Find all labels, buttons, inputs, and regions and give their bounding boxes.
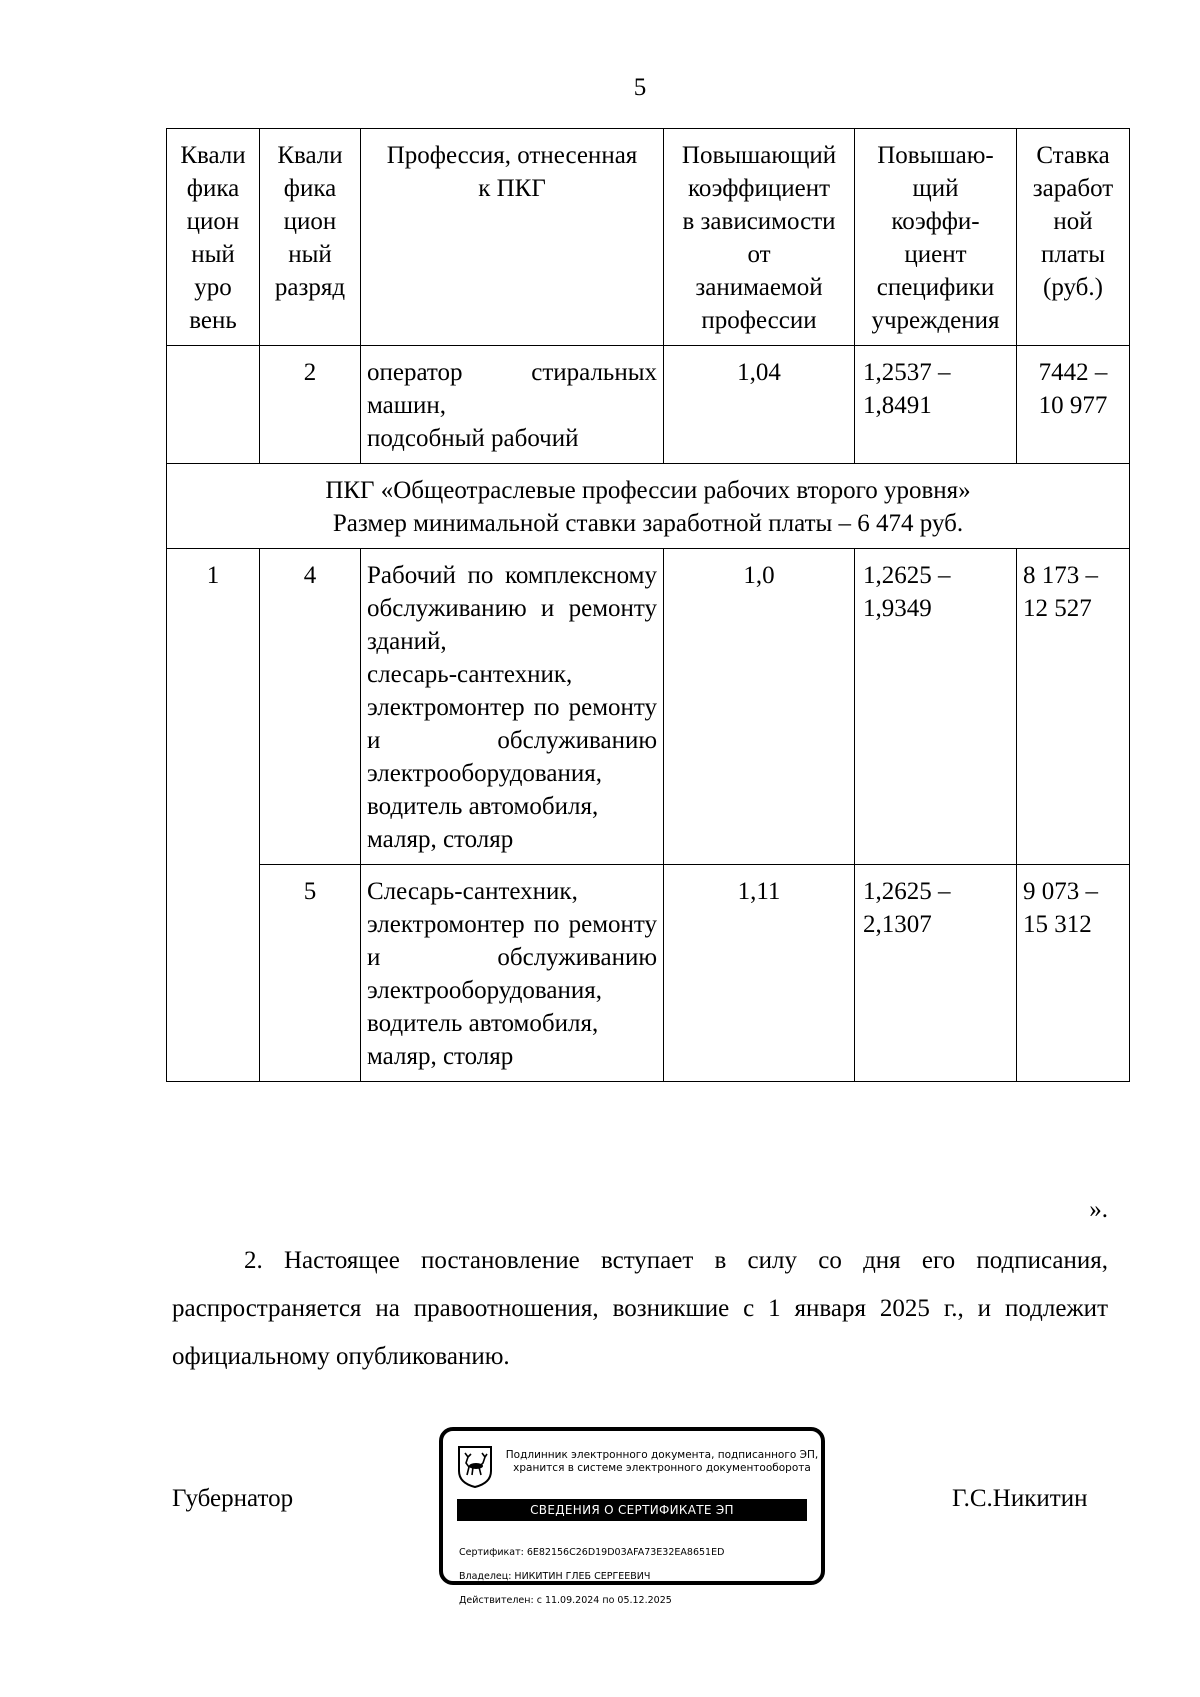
group-min-rate: Размер минимальной ставки заработной платы – 6 474 руб. [332, 510, 964, 537]
cell-grade: 5 [260, 865, 361, 1082]
cell-grade: 4 [260, 549, 361, 865]
stamp-description: Подлинник электронного документа, подписанного ЭП, хранится в системе электронного документооборота [505, 1449, 819, 1474]
header-qualification-grade: Квали фика цион ный разряд [260, 129, 361, 346]
table-row [167, 346, 1130, 464]
stamp-certificate-heading: СВЕДЕНИЯ О СЕРТИФИКАТЕ ЭП [457, 1499, 807, 1521]
cell-profession: оператор стиральных машин, подсобный рабочий [361, 346, 664, 464]
cell-coefficient: 1,0 [664, 549, 855, 865]
table-row [167, 549, 1130, 865]
salary-table [166, 128, 1130, 1082]
cell-grade: 2 [260, 346, 361, 464]
cell-coefficient: 1,04 [664, 346, 855, 464]
table-header-row [167, 129, 1130, 346]
cell-profession: Слесарь-сантехник, электромонтер по ремонту и обслуживанию электрооборудования, водитель автомобиля, маляр, столяр [361, 865, 664, 1082]
table-row [167, 865, 1130, 1082]
cell-level: 1 [167, 549, 260, 1082]
stamp-certificate-number: Сертификат: 6E82156C26D19D03AFA73E32EA8651ED [459, 1547, 725, 1558]
group-header-row [167, 464, 1130, 549]
signatory-title: Губернатор [172, 1485, 294, 1512]
stamp-owner: Владелец: НИКИТИН ГЛЕБ СЕРГЕЕВИЧ [459, 1571, 651, 1582]
header-profession: Профессия, отнесенная к ПКГ [361, 129, 664, 346]
stamp-validity: Действителен: с 11.09.2024 по 05.12.2025 [459, 1595, 672, 1606]
group-title: ПКГ «Общеотраслевые профессии рабочих второго уровня» [325, 477, 971, 504]
electronic-signature-stamp [439, 1427, 825, 1606]
cell-institution-coefficient: 1,2537 – 1,8491 [855, 346, 1017, 464]
cell-institution-coefficient: 1,2625 – 1,9349 [855, 549, 1017, 865]
header-institution-coefficient: Повышаю- щий коэффи- циент специфики учреждения [855, 129, 1017, 346]
closing-quote: ». [1089, 1196, 1108, 1223]
header-qualification-level: Квали фика цион ный уро вень [167, 129, 260, 346]
group-header-cell [167, 464, 1130, 549]
signatory-name: Г.С.Никитин [952, 1485, 1088, 1512]
body-paragraph [172, 1237, 1108, 1381]
header-profession-coefficient: Повышающий коэффициент в зависимости от занимаемой профессии [664, 129, 855, 346]
paragraph-text: 2. Настоящее постановление вступает в силу со дня его подписания, распространяется на правоотношения, возникшие с 1 января 2025 г., и подлежит официальному опубликованию. [172, 1247, 1108, 1370]
cell-salary-rate: 7442 – 10 977 [1017, 346, 1130, 464]
cell-salary-rate: 8 173 – 12 527 [1017, 549, 1130, 865]
coat-of-arms-icon [457, 1445, 493, 1489]
cell-institution-coefficient: 1,2625 – 2,1307 [855, 865, 1017, 1082]
cell-profession: Рабочий по комплексному обслуживанию и ремонту зданий, слесарь-сантехник, электромонтер по ремонту и обслуживанию электрооборудования, водитель автомобиля, маляр, столяр [361, 549, 664, 865]
stamp-certificate-info [459, 1535, 724, 1619]
header-salary-rate: Ставка заработ ной платы (руб.) [1017, 129, 1130, 346]
page-number: 5 [633, 74, 647, 101]
cell-coefficient: 1,11 [664, 865, 855, 1082]
cell-level [167, 346, 260, 464]
cell-salary-rate: 9 073 – 15 312 [1017, 865, 1130, 1082]
